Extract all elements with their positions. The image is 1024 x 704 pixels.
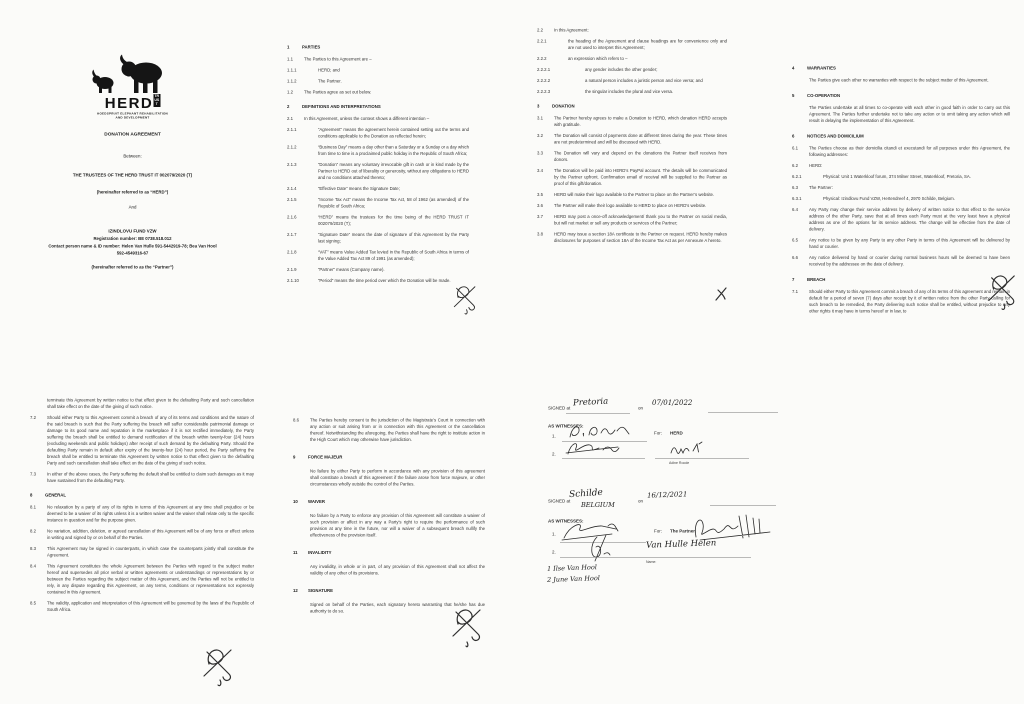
clause-row <box>293 564 485 577</box>
clause-number: 6.4 <box>792 207 798 212</box>
clause-text: “Donation” means any voluntary irrevocable gift in cash or in kind made by the Partner to HERD out of liberality or generosity, without any obligations to HERD and no conditions attached thereto; <box>318 162 469 180</box>
clause-number: 7 <box>792 277 795 282</box>
clause-number: 7.3 <box>30 471 36 477</box>
clause-number: 2.2.2 <box>537 56 547 61</box>
clause-text: GENERAL <box>45 492 67 498</box>
document-title: DONATION AGREEMENT <box>104 131 161 137</box>
clause-row <box>537 214 727 227</box>
clause-number: 2 <box>287 104 290 109</box>
clause-heading <box>293 550 485 557</box>
clause-number: 8 <box>30 492 33 498</box>
clause-text: “Effective Date” means the Signature Date; <box>318 186 400 191</box>
clause-text: any gender includes the other gender; <box>585 67 658 72</box>
party2-registration: Registration number: BE 0738.518.012 <box>93 236 172 241</box>
clause-text: No variation, addition, deletion, or agreed cancellation of this Agreement will be of any force or effect unless in writing and signed by or on behalf of the Parties. <box>47 528 254 540</box>
clause-row <box>30 563 254 596</box>
logo-tagline: HOEDSPRUIT ELEPHANT REHABILITATION <box>97 112 168 116</box>
clause-text: This Agreement constitutes the whole Agreement between the Parties with regard to the subject matter hereof and supersedes all prior verbal or written agreements or understandings or representations by or between the Parties regarding the subject matter of this Agreement, and the Parties will not be entitled to rely, in any dispute regarding this Agreement, on any terms, conditions or representations not expressly contained in this Agreement. <box>47 563 254 595</box>
clause-row <box>537 67 727 74</box>
clause-row <box>792 145 1010 158</box>
clause-row <box>287 67 469 74</box>
witnesses-label: AS WITNESSES: <box>548 423 584 429</box>
clause-number: 2.2.2.3 <box>537 89 551 94</box>
clause-number: 2.1.7 <box>287 232 297 237</box>
clause-text: “Partner” means (Company name). <box>318 267 385 272</box>
logo-tagline-2: AND DEVELOPMENT <box>115 116 150 120</box>
clause-text: Any invalidity, in whole or in part, of any provision of this Agreement shall not affect the validity of any other of its provisions. <box>310 564 485 576</box>
clause-number: 3.8 <box>537 231 543 237</box>
clause-heading <box>293 454 485 461</box>
clause-number: 11 <box>293 550 298 555</box>
clause-number: 8.6 <box>293 417 299 423</box>
party2-name: IZINDLOVU FUND VZW <box>108 228 157 234</box>
clause-number: 2.1.5 <box>287 197 297 202</box>
clause-text: No relaxation by a party of any of its rights in terms of this Agreement at any time shall prejudice or be deemed to be a waiver of its rights unless it is a written waiver and the waiver shall relate only to the specific instance in question and for the purpose given. <box>47 504 254 523</box>
initials-mark <box>450 604 484 648</box>
clause-number: 6.6 <box>792 255 798 260</box>
clause-row <box>287 78 469 85</box>
clause-text: HERD may post a once-off acknowledgement/ thank you to the Partner on social media, but will not market or sell any products or services of the Partner; <box>554 214 727 226</box>
witness-2-signature <box>564 439 639 459</box>
clause-text: “Business Day” means a day other than a Saturday or a Sunday or a day which from time to time is a proclaimed public holiday in the Republic of South Africa; <box>318 144 469 156</box>
clause-text: NOTICES AND DOMICILIUM <box>807 133 864 139</box>
clause-text: “VAT” means Value Added Tax levied in the Republic of South Africa in terms of the Value Added Tax Act 89 of 1991 (as amended); <box>318 249 469 261</box>
clause-text: This Agreement may be signed in counterparts, in which case the counterparts jointly shall constitute the Agreement. <box>47 546 254 558</box>
page-4 <box>792 47 1010 377</box>
clause-number: 2.1.2 <box>287 144 297 150</box>
clause-number: 2.1.9 <box>287 267 297 272</box>
partner-signatory-name-handwritten: Van Hulle Helen <box>645 537 717 551</box>
clause-row <box>792 255 1010 268</box>
clause-row <box>293 468 485 488</box>
clause-text: SIGNATURE <box>308 588 333 593</box>
clause-row <box>30 528 254 541</box>
clause-number: 8.2 <box>30 528 36 534</box>
signed-at-label-2: SIGNED at <box>548 498 571 504</box>
clause-heading <box>287 44 469 51</box>
clause-row <box>792 77 1010 84</box>
clause-row <box>537 89 727 96</box>
witnesses-label-2: AS WITNESSES: <box>548 518 584 524</box>
herd-signed-date-handwritten: 07/01/2022 <box>652 399 693 407</box>
party1-name: THE TRUSTEES OF THE HERD TRUST IT 002079/2020 (T) <box>72 172 193 178</box>
clause-number: 2.1.4 <box>287 186 297 191</box>
clause-number: 1.2 <box>287 89 293 95</box>
witness-2-line <box>562 458 645 459</box>
name-label: Name: <box>646 560 657 564</box>
initials-mark <box>452 282 478 316</box>
clause-text: The Donation will vary and depend on the donations the Partner itself receives from donors. <box>554 150 727 162</box>
clause-row <box>792 174 1010 181</box>
clause-text: In this Agreement: <box>554 27 589 33</box>
clause-number: 2.1.1 <box>287 127 297 132</box>
party2-contact-2: 592-4549316-67 <box>116 250 149 256</box>
witness-2-number: 2. <box>552 451 556 457</box>
clause-text: HERD; and <box>318 67 340 73</box>
witness-1-number: 1. <box>552 433 556 439</box>
for-party-herd: HERD <box>670 430 683 436</box>
logo-box-text: TRUST <box>154 94 160 106</box>
initials-mark <box>714 286 728 302</box>
partner-signed-place2-handwritten: BELGIUM <box>581 501 615 509</box>
date-line-2 <box>710 505 776 506</box>
clause-heading <box>30 492 254 499</box>
for-label-2: For: <box>654 528 663 534</box>
clause-text: a natural person includes a juristic person and vice versa; and <box>585 78 703 83</box>
clause-text: The validity, application and interpretation of this Agreement will be governed by the laws of the Republic of South Africa. <box>47 600 254 612</box>
clause-row <box>287 214 469 227</box>
clause-row <box>792 237 1010 250</box>
clause-number: 1.1.1 <box>287 67 297 73</box>
on-label: on <box>638 405 644 411</box>
clause-text: Any Party may change their service address by delivery of written notice to that effect to the service address of the other Party, save that at all times each Party must at the very least have a physical address as one of the options for its service address. The change will be effective from the date of delivery. <box>809 207 1010 232</box>
clause-row <box>287 186 469 193</box>
herd-signatory-line <box>655 458 749 459</box>
partner-signed-place-handwritten: Schilde <box>568 486 604 500</box>
clause-number: 2.1 <box>287 116 293 121</box>
clause-number: 2.1.10 <box>287 278 299 283</box>
clause-text: CO-OPERATION <box>807 93 841 98</box>
clause-number: 2.2.2.2 <box>537 78 551 83</box>
and-label: And <box>128 204 137 210</box>
clause-number: 2.1.6 <box>287 214 297 220</box>
partner-witness-1-number: 1. <box>552 531 556 537</box>
clause-number: 8.5 <box>30 600 36 606</box>
partner-witness-2-signature <box>582 534 622 566</box>
clause-row <box>287 144 469 157</box>
clause-row <box>537 231 727 244</box>
clause-row <box>792 196 1010 203</box>
clause-number: 8.4 <box>30 563 36 569</box>
clause-number: 2.1.8 <box>287 249 297 255</box>
clause-text: In either of the above cases, the Party suffering the default shall be entitled to claim such damages as it may have sustained from the defaulting Party. <box>47 471 254 483</box>
clause-text: DEFINITIONS AND INTERPRETATIONS <box>302 104 381 109</box>
clause-text: “Signature Date” means the date of signature of this Agreement by the Party last signing; <box>318 232 469 244</box>
clause-text: “Agreement” means the agreement herein contained setting out the terms and conditions applicable to the Donation as reflected herein; <box>318 127 469 139</box>
clause-row <box>287 249 469 262</box>
herd-signatory-name: Adine Roode <box>669 461 690 465</box>
clause-row <box>30 600 254 613</box>
clause-number: 3.3 <box>537 150 543 156</box>
clause-row <box>792 185 1010 192</box>
clause-text: No failure by a Party to enforce any provision of this Agreement will constitute a waiver of such provision or affect in any way a Party’s right to require the performance of such provision at any time in the future, nor will a waiver of a subsequent breach nullify the effectiveness of the provision itself. <box>310 513 485 538</box>
clause-row <box>287 197 469 210</box>
clause-number: 4 <box>792 65 795 71</box>
clause-text: Physical: Unit 1 Waterkloof forum, 374 Milner Street, Waterkloof, Pretoria, SA. <box>823 174 971 179</box>
clause-text: The Donation will consist of payments done at different times during the year. These times are not predetermined and will be discussed with HERD. <box>554 133 727 145</box>
between-label: Between: <box>123 153 142 159</box>
clause-number: 9 <box>293 454 296 460</box>
clause-row <box>287 89 469 96</box>
clause-row <box>287 162 469 182</box>
clause-heading <box>792 93 1010 100</box>
clause-number: 6.1 <box>792 145 798 151</box>
clause-text: HERD: <box>809 163 823 168</box>
clause-text: Any notice delivered by hand or courier during normal business hours will be deemed to have been received by the addressee on the date of delivery. <box>809 255 1010 267</box>
clause-number: 1 <box>287 44 290 50</box>
partner-witness-note-2: 2 June Van Hool <box>546 574 601 584</box>
logo-name: HERD <box>104 95 154 112</box>
party2-contact: Contact person name & ID number: Helen Van Hulle 591-5442919-78; Bea Van Hool <box>48 243 217 249</box>
clause-number: 3.1 <box>537 115 543 121</box>
clause-number: 12 <box>293 588 298 593</box>
clause-text: terminate this Agreement by written notice to that effect given to the defaulting Party and such cancellation shall take effect on the date of the giving of such notice. <box>47 397 254 409</box>
clause-row <box>30 415 254 467</box>
clause-row <box>792 163 1010 170</box>
clause-text: In this Agreement, unless the context shows a different intention – <box>304 116 430 121</box>
clause-text: “Period” means the time period over which the Donation will be made. <box>318 278 451 283</box>
clause-number: 3.2 <box>537 133 543 138</box>
party2-reference: (hereinafter referred to as the “Partner”) <box>91 264 174 270</box>
clause-row <box>537 115 727 128</box>
clause-row <box>537 133 727 146</box>
clause-row <box>792 105 1010 125</box>
elephants-icon <box>90 54 175 94</box>
clause-text: Should either Party to this Agreement commit a breach of any of its terms and conditions and the nature of the said breach is such that the Party suffering the breach will suffer considerable patrimonial damage or damage to its good name and reputation in the marketplace if it is not rectified immediately, the Party suffering the breach shall be entitled to demand rectification of the breach within twenty-four (24) hours (excluding weekends and public holidays) after receipt of such demand by the defaulting Party. Should the defaulting Party remain in default after expiry of the twenty-four (24) hour period, the Party suffering the breach shall be entitled to terminate this Agreement by written notice to that effect given to the defaulting Party and such cancellation shall take effect on the date of the giving of such notice. <box>47 415 254 466</box>
clause-number: 6.3.1 <box>792 196 802 201</box>
clause-number: 3.4 <box>537 168 543 173</box>
page-6 <box>293 417 485 697</box>
clause-text: FORCE MAJEUR <box>308 454 343 460</box>
clause-heading <box>792 133 1010 140</box>
clause-row <box>537 27 727 34</box>
clause-number: 1.1 <box>287 56 293 62</box>
clause-row <box>537 192 727 199</box>
clause-text: The Parties to this Agreement are – <box>304 56 372 62</box>
clause-text: DONATION <box>552 103 575 109</box>
herd-logo <box>25 54 240 96</box>
page-7-signatures <box>540 396 820 700</box>
clause-number: 7.1 <box>792 289 798 294</box>
clause-row <box>30 546 254 559</box>
clause-number: 3.5 <box>537 192 543 197</box>
clause-text: the singular includes the plural and vice versa. <box>585 89 674 94</box>
partner-witness-2-number: 2. <box>552 549 556 555</box>
date-line <box>708 412 778 413</box>
clause-row <box>30 397 254 410</box>
clause-row <box>293 513 485 539</box>
clause-text: No failure by either Party to perform in accordance with any provision of this agreement shall constitute a breach of this agreement if the failure arose from force majeure, or other circumstances wholly outside the control of the Parties. <box>310 468 485 487</box>
clause-text: The Parties hereby consent to the jurisdiction of the Magistrate’s Court in connection with any action or suit arising from or in connection with this Agreement or the cancellation thereof. Notwithstanding the aforegoing, the Parties shall have the right to institute action in the High Court which may otherwise have jurisdiction. <box>310 417 485 442</box>
for-label: For: <box>654 430 663 436</box>
clause-number: 2.2 <box>537 27 543 33</box>
clause-row <box>287 116 469 123</box>
clause-text: The Parties agree as set out below. <box>304 89 372 95</box>
clause-text: The Partner: <box>809 185 833 190</box>
clause-number: 6.3 <box>792 185 798 190</box>
clause-text: The Parties undertake at all times to co-operate with each other in good faith in order to carry out this Agreement. The Parties further undertake not to take any action or to omit taking any action which will result in delaying the implementation of this Agreement. <box>809 105 1010 123</box>
herd-signed-place-handwritten: Pretoria <box>572 396 609 408</box>
partner-signed-date-handwritten: 16/12/2021 <box>646 490 688 500</box>
clause-row <box>537 150 727 163</box>
clause-row <box>287 232 469 245</box>
clause-text: PARTIES <box>302 44 321 50</box>
clause-text: The Donation will be paid into HERD’s PayPal account. The details will be communicated by the Partner upfront. Confirmation email of receival will be supplied to the Partner as proof of this gift/donation. <box>554 168 727 186</box>
clause-heading <box>792 277 1010 284</box>
clause-text: Should either Party to this Agreement commit a breach of any of its terms of this agreement and remain in default for a period of seven (7) days after receipt by it of written notice from the other Party calling for such breach to be remedied, the Party delivering such notice shall be entitled, without prejudice to any other rights it may have in terms hereof or in law, to <box>809 289 1010 314</box>
clause-number: 6.2 <box>792 163 798 168</box>
clause-number: 2.1.3 <box>287 162 297 167</box>
party1-reference: (hereinafter referred to as “HERD”) <box>96 189 169 195</box>
clause-heading <box>293 499 485 506</box>
clause-number: 3 <box>537 103 540 109</box>
clause-heading <box>287 104 469 111</box>
clause-text: The Parties choose as their domicilia citandi et executandi for all purposes under this Agreement, the following addresses: <box>809 145 1010 157</box>
clause-heading <box>293 588 485 595</box>
clause-text: HERD may issue a section 18A certificate to the Partner on request. HERD hereby makes disclosures for purposes of section 18A of the Income Tax Act as per Annexure A hereto. <box>554 231 727 243</box>
clause-row <box>537 56 727 63</box>
clause-text: INVALIDITY <box>308 550 332 555</box>
clause-row <box>537 38 727 51</box>
clause-row <box>792 289 1010 315</box>
clause-number: 10 <box>293 499 298 504</box>
partner-name-line <box>644 557 751 558</box>
clause-text: Physical: Izindlovu Fund VZW, Hertendreef 4, 2970 Schilde, Belgium. <box>823 196 955 201</box>
clause-row <box>287 127 469 140</box>
clause-number: 7.2 <box>30 415 36 420</box>
clause-number: 2.2.1 <box>537 38 547 44</box>
clause-text: Signed on behalf of the Parties, each signatory hereto warranting that he/she has due authority to do so. <box>310 602 485 614</box>
clause-row <box>293 417 485 443</box>
on-label-2: on <box>638 498 644 504</box>
clause-text: Any notice to be given by any Party to any other Party in terms of this Agreement will be delivered by hand or courier. <box>809 237 1010 249</box>
clause-number: 3.6 <box>537 203 543 208</box>
clause-row <box>287 278 469 285</box>
clause-number: 2.2.2.1 <box>537 67 551 72</box>
clause-text: the heading of the Agreement and clause headings are for convenience only and are not used to interpret this Agreement; <box>568 38 727 50</box>
clause-text: “Income Tax Act” means the Income Tax Act, 58 of 1962 (as amended) of the Republic of South Africa; <box>318 197 469 209</box>
clause-number: 6.2.1 <box>792 174 802 179</box>
page-3 <box>537 27 727 367</box>
clause-heading <box>537 103 727 110</box>
clause-row <box>792 207 1010 233</box>
initials-mark <box>198 644 238 688</box>
clause-heading <box>792 65 1010 72</box>
clause-row <box>537 168 727 188</box>
partner-witness-note-1: 1 Ilse Van Hool <box>546 563 598 573</box>
clause-number: 5 <box>792 93 795 98</box>
clause-text: “HERD” means the trustees for the time being of the HERD TRUST IT 002079/2020 (T); <box>318 214 469 226</box>
page-2 <box>287 44 469 374</box>
clause-text: The Parties give each other no warranties with respect to the subject matter of this Agreement. <box>809 77 989 83</box>
clause-text: The Partner hereby agrees to make a Donation to HERD, which donation HERD accepts with gratitude. <box>554 115 727 127</box>
for-party-partner: The Partner <box>670 528 696 534</box>
clause-number: 8.1 <box>30 504 36 510</box>
partner-witness-2-line <box>560 557 646 558</box>
clause-text: The Partner will make their logo available to HERD to place on HERD’s website. <box>554 203 707 208</box>
clause-number: 3.7 <box>537 214 543 219</box>
clause-text: HERD will make their logo available to the Partner to place on the Partner’s website. <box>554 192 715 197</box>
clause-text: BREACH <box>807 277 826 282</box>
clause-number: 6.5 <box>792 237 798 243</box>
clause-row <box>537 78 727 85</box>
clause-number: 8.3 <box>30 546 36 551</box>
clause-text: an expression which refers to – <box>568 56 628 61</box>
clause-row <box>287 267 469 274</box>
initials-mark <box>986 270 1018 312</box>
clause-text: WAIVER <box>308 499 325 504</box>
clause-row <box>537 203 727 210</box>
signed-at-label: SIGNED at <box>548 405 571 411</box>
clause-number: 1.1.2 <box>287 78 297 84</box>
herd-wordmark <box>25 94 240 112</box>
clause-row <box>30 504 254 524</box>
clause-row <box>287 56 469 63</box>
clause-text: The Partner. <box>318 78 342 84</box>
clause-number: 6 <box>792 133 795 139</box>
clause-row <box>30 471 254 484</box>
clause-text: WARRANTIES <box>807 65 836 71</box>
place-line <box>566 413 630 414</box>
herd-signatory-signature <box>669 441 704 457</box>
page-1-cover <box>25 52 240 382</box>
